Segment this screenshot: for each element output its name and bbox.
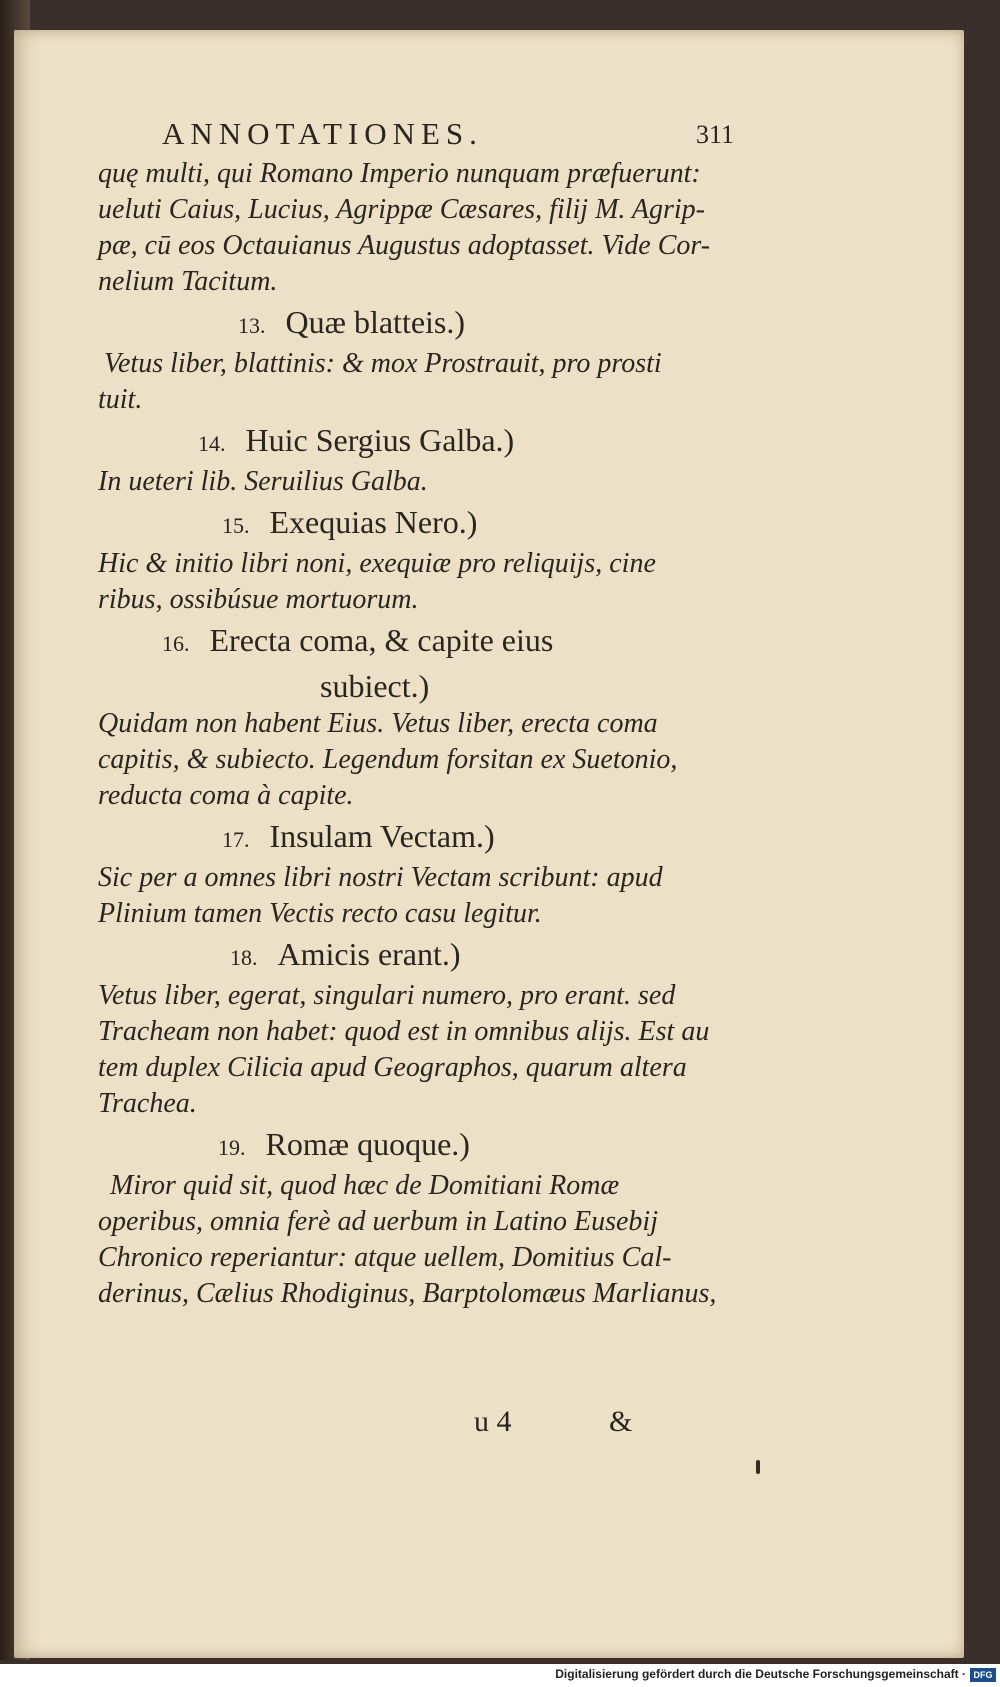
text-line: Plinium tamen Vectis recto casu legitur. [98,898,542,929]
catchword: & [609,1405,633,1438]
running-head: ANNOTATIONES. [162,116,483,151]
text-line: nelium Tacitum. [98,266,278,297]
text-line: operibus, omnia ferè ad uerbum in Latino Eusebij [98,1206,658,1237]
text-line: Tracheam non habet: quod est in omnibus alijs. Est au [98,1016,710,1047]
text-line: Vetus liber, egerat, singulari numero, pro erant. sed [98,980,676,1011]
book-page [14,30,964,1658]
annotation-lemma: Amicis erant.) [277,936,461,972]
annotation-number: 19. [218,1135,246,1160]
text-line: derinus, Cælius Rhodiginus, Barptolomæus Marlianus, [98,1278,717,1309]
folio-number: 311 [696,120,735,149]
annotation-lemma: Romæ quoque.) [265,1126,470,1162]
dfg-logo: DFG [970,1668,996,1682]
text-line: Trachea. [98,1088,197,1119]
annotation-number: 16. [162,631,190,656]
page-body [98,156,758,1312]
annotation-number: 13. [238,313,266,338]
text-line: reducta coma à capite. [98,780,354,811]
text-line: Chronico reperiantur: atque uellem, Domitius Cal- [98,1242,672,1273]
footer-credit: Digitalisierung gefördert durch die Deutsche Forschungsgemeinschaft · [555,1667,966,1681]
text-line: ueluti Caius, Lucius, Agrippæ Cæsares, filij M. Agrip- [98,194,705,225]
text-line: Hic & initio libri noni, exequiæ pro reliquijs, cine [98,548,656,579]
text-line: Quidam non habent Eius. Vetus liber, erecta coma [98,708,658,739]
annotation-heading [98,1124,758,1168]
annotation-heading [98,302,758,346]
annotation-number: 17. [222,827,250,852]
annotation-lemma: Quæ blatteis.) [285,304,466,340]
annotation-heading [98,934,758,978]
footer-bar [0,1664,1000,1687]
annotation-lemma: Huic Sergius Galba.) [245,422,515,458]
text-line: pæ, cū eos Octauianus Augustus adoptasset. Vide Cor- [98,230,711,261]
paper-speck [756,1460,760,1474]
annotation-lemma: subiect.) [320,668,430,704]
text-line: Miror quid sit, quod hæc de Domitiani Romæ [110,1170,620,1201]
text-line: Vetus liber, blattinis: & mox Prostrauit, pro prosti [104,348,662,379]
text-line: quę multi, qui Romano Imperio nunquam præfuerunt: [98,158,701,189]
text-line: In ueteri lib. Seruilius Galba. [98,466,428,497]
annotation-lemma: Erecta coma, & capite eius [209,622,554,658]
text-line: Sic per a omnes libri nostri Vectam scribunt: apud [98,862,663,893]
text-line: tuit. [98,384,143,415]
annotation-number: 15. [222,513,250,538]
annotation-number: 18. [230,945,258,970]
catch-line [474,1405,774,1439]
annotation-lemma: Exequias Nero.) [269,504,478,540]
annotation-heading [98,666,758,706]
text-line: ribus, ossibúsue mortuorum. [98,584,419,615]
text-line: capitis, & subiecto. Legendum forsitan ex Suetonio, [98,744,678,775]
text-line: tem duplex Cilicia apud Geographos, quarum altera [98,1052,687,1083]
annotation-heading [98,620,758,664]
annotation-heading [98,502,758,546]
annotation-heading [98,816,758,860]
annotation-heading [98,420,758,464]
annotation-lemma: Insulam Vectam.) [269,818,495,854]
annotation-number: 14. [198,431,226,456]
signature-mark: u 4 [474,1405,512,1438]
